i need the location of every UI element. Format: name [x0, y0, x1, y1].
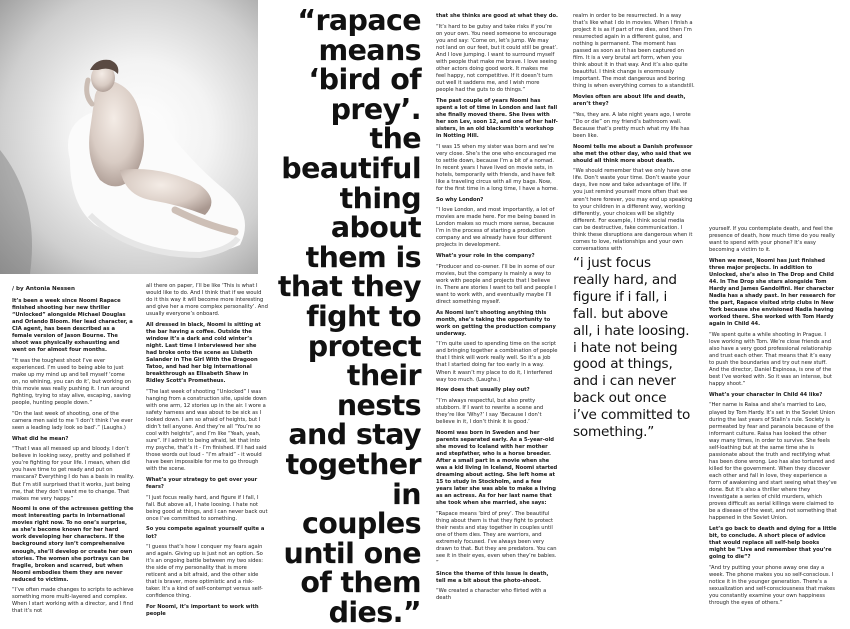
article-question-or-intro: Since the theme of this issue is death, tell me a bit about the photo-shoot.: [436, 570, 549, 584]
byline: / by Antonia Nessen: [12, 286, 75, 292]
article-question-or-intro: For Noomi, it’s important to work with people: [146, 604, 259, 618]
article-paragraph: “Yes, they are. A late night years ago, I wrote “Do or die” on my friend’s bathroom wall. Because that’s pretty much what my life has been like.: [573, 111, 691, 139]
article-paragraph: “I’m always respectful, but also pretty stubborn. If I want to rewrite a scene and they’re like ‘Why?’ I say ‘Because I don’t believe in it, I don’t think it is good.’: [436, 397, 544, 425]
article-paragraph: yourself. If you contemplate death, and feel the presence of death, how much time do you really want to spend with your phone? It’s easy becoming a victim to it.: [709, 226, 835, 254]
article-question-or-intro: What’s your character in Child 44 like?: [709, 391, 823, 398]
article-question-or-intro: So you compete against yourself quite a lot?: [146, 526, 265, 540]
article-question-or-intro: What did he mean?: [12, 435, 69, 442]
article-paragraph: “It’s hard to be gutsy and take risks if you’re on your own. You need someone to encourage you and say: ‘Come on, let’s jump. We may not land on our feet, but it could still be great’. And I love jumping. I want to surround myself with people that make me brave. I love seeing other actors doing good work. It makes me feel happy, not competitive. If it doesn’t turn out well it saddens me, and I wish more people had the guts to do things.”: [436, 23, 558, 94]
article-question-or-intro: Let’s go back to death and dying for a little bit, to conclude. A short piece of advice that would replace all self-help books might be “Live and remember that you’re going to die”?: [709, 525, 837, 561]
article-paragraph: “Her name is Raisa and she’s married to Leo, played by Tom Hardy. It’s set in the Soviet Union during the last years of Stalin’s rule. Society is permeated by fear and paranoia because of the informant culture. Raisa has looked the other way many times, in order to survive. She feels self-loathing but at the same time she is passionate about the truth and rectifying what has been done wrong. Leo has also tortured and killed for the government. When they discover each other and fall in love, they experience a form of awakening and start seeing what they’ve done. But it’s also a thriller where they investigate a series of child murders, which proves difficult as serial killings were claimed to be a disease of the west, and not something that happened in the Soviet Union.: [709, 402, 837, 522]
article-column-4: [573, 13, 695, 252]
article-paragraph: all there on paper, I’ll be like ‘This is what I would like to do. And I think that if we would do it this way it will become more interesting and give her a more complex personality’. And usually everyone’s onboard.: [146, 283, 268, 318]
article-paragraph: “I’ve often made changes to scripts to achieve something more multi-layered and complex. When I start working with a director, and I find that it’s not: [12, 587, 134, 615]
article-paragraph: “I love London, and most importantly, a lot of movies are made here. For me being based in London makes so much more sense, because I’m in the process of starting a production company and we already have four different projects in development.: [436, 207, 556, 249]
article-question-or-intro: As Noomi isn’t shooting anything this month, she’s taking the opportunity to work on getting the production company underway.: [436, 309, 556, 337]
article-paragraph: “Producer and co-owner. I’ll be in some of our movies, but the company is mainly a way to work with people and projects that I believe in. There are stories I want to tell and people I want to work with, and eventually maybe I’ll direct something myself.: [436, 263, 556, 305]
article-paragraph: “We spent quite a while shooting in Prague. I love working with Tom. We’re close friends and also have a very good professional relationship and trust each other. That means that it’s easy to push the boundaries and try out new stuff. And the director, Daniel Espinosa, is one of the best I’ve worked with. So it was an intense, but happy shoot.”: [709, 331, 832, 388]
article-question-or-intro: that she thinks are good at what they do.: [436, 13, 558, 19]
article-paragraph: “I was 15 when my sister was born and we’re very close. She’s the one who encouraged me to settle down, because I’m a bit of a nomad. In recent years I have lived on movie sets, in hotels, temporarily with friends, and have felt like a traveling circus with all my bags. Now, for the first time in a long time, I have a home.: [436, 143, 558, 192]
article-question-or-intro: How does that usually play out?: [436, 387, 530, 394]
portrait-photo: [0, 0, 258, 274]
article-paragraph: “I just focus really hard, and figure if I fall, I fall. But above all, I hate loosing. I hate not being good at things, and I can never back out once I’ve committed to something.: [146, 494, 268, 522]
article-paragraph: “It was the toughest shoot I’ve ever experienced. I’m used to being able to just make up my mind up and tell myself ‘come on, no whining, you can do it’, but working on this movie was really pushing it. I run around fighting, trying to stay alive, escaping, saving people, hunting people down.”: [12, 357, 132, 407]
article-question-or-intro: All dressed in black, Noomi is sitting at the bar having a coffee. Outside the window it’s a dark and cold winter’s night. Last time I interviewed her she had broke onto the scene as Lisbeth Salander in The Girl With the Dragoon Tatoo, and had her big international breakthrough as Elisabeth Shaw in Ridley Scott’s Prometheus.: [146, 321, 261, 385]
article-paragraph: “The last week of shooting “Unlocked” I was hanging from a construction site, upside down with one arm, 12 stories up in the air. I wore a safety harness and was about to be sick as I looked down. I am so afraid of heights, but I didn’t tell anyone. And they’re all “You’re so cool with heights”, and I’m like “Yeah, yeah, sure”. If I admit to being afraid, let that into my psyche, that’s it - I’m finished. If I had said those words out loud - “I’m afraid” - it would have been impossible for me to go through with the scene.: [146, 388, 267, 473]
article-paragraph: “And try putting your phone away one day a week. The phone makes you so self-conscious. I notice it in the younger generation. There’s a sexualization and self-consciousness that makes you constantly examine your own happiness through the eyes of others.”: [709, 564, 836, 606]
article-paragraph: “We created a character who flirted with a death: [436, 588, 547, 602]
article-paragraph: “We should remember that we only have one life. Don’t waste your time. Don’t waste your days, live now and take advantage of life. If you just remind yourself more often that we aren’t here forever, you may end up speaking to your children in a different way, working differently, your choices will be slightly different. For example, I think social media can be destructive, fake communication. I think these disruptions are dangerous when it comes to love, relationships and your own conversations with: [573, 168, 693, 252]
article-question-or-intro: Noomi tells me about a Danish professor she met the other day, who said that we should all think more about death.: [573, 143, 693, 164]
article-paragraph: realm in order to be resurrected. In a way that’s like what I do in movies. When I finish a project it is as if part of me dies, and then I’m resurrected again in a different guise, and nothing is permanent. The moment has passed as soon as it has been captured on film. It is a very brutal art form, when you think about it in that way. And it’s also quite beautiful. I think change is enormously important. The most dangerous and boring thing is when everything comes to a standstill.: [573, 13, 695, 90]
article-column-2: [146, 283, 268, 624]
article-column-3: [436, 13, 558, 624]
article-question-or-intro: When we meet, Noomi has just finished three major projects. In addition to Unlocked, she’s also in The Drop and Child 44. In The Drop she stars alongside Tom Hardy and James Gandolfini. Her character Nadia has a shady past. In her research for the part, Rapace visited strip clubs in New York because she envisioned Nadia having worked there. She worked with Tom Hardy again in Child 44.: [709, 257, 836, 328]
article-question-or-intro: The past couple of years Noomi has spent a lot of time in London and last fall she finally moved there. She lives with her son Lev, soon 12, and one of her half-sisters, in an old blacksmith’s workshop in Notting Hill.: [436, 97, 558, 139]
article-question-or-intro: What’s your role in the company?: [436, 253, 535, 260]
article-paragraph: “That I was all messed up and bloody. I don’t believe in looking sexy, pretty and polished if you’re fighting for your life. I mean, when did you have time to get ready and put on mascara? Everything I do has a basis in reality. But I’m still surprised that it works, just being me, that they don’t want me to change. That makes me very happy.”: [12, 446, 134, 502]
article-question-or-intro: So why London?: [436, 196, 484, 203]
article-column-5: [709, 226, 837, 624]
article-paragraph: “On the last week of shooting, one of the camera men said to me ‘I don’t think I’ve ever seen a leading lady look so bad’.” (Laughs.): [12, 410, 133, 431]
article-paragraph: “I guess that’s how I conquer my fears again and again. Giving up is just not an option. So it’s an ongoing battle between my two sides: the side of my personality that is more reticent and a bit afraid, and the other side that is braver, more optimistic and a risk-taker. It’s a kind of self-contempt versus self-confidence thing.: [146, 544, 264, 600]
article-paragraph: “Rapace means ‘bird of prey’. The beautiful thing about them is that they fight to protect their nests and stay together in couples until one of them dies. They are warriors, and extremely focused. I’ve always been very drawn to that. But they are predators. You can see it in their eyes, even when they’re babies. ”: [436, 510, 557, 567]
article-paragraph: “I’m quite used to spending time on the script and bringing together a combination of people that I think will work really well. So it’s a job that I started doing far too early in a way. When it wasn’t my place to do it, I interfered way too much. (Laughs.): [436, 341, 558, 383]
big-pull-quote: “rapace means ‘bird of prey’. the beautiful thing about them is that they fight to protect their nests and stay together in couples until one of them dies.”: [277, 4, 421, 629]
pull-quote: “i just focus really hard, and figure if i fall, i fall. but above all, i hate loosing. i hate not being good at things, and i can never back out once i’ve committed to something.”: [573, 255, 691, 441]
article-question-or-intro: What’s your strategy to get over your fears?: [146, 477, 258, 491]
article-question-or-intro: It’s been a week since Noomi Rapace finished shooting her new thriller “Unlocked” alongside Michael Douglas and Orlando Bloom. Her lead character, a CIA agent, has been described as a female version of Jason Bourne. The shoot was physically exhausting and went on for almost four months.: [12, 298, 133, 354]
article-question-or-intro: Noomi was born in Sweden and her parents separated early. As a 5-year-old she moved to Iceland with her mother and stepfather, who is a horse breeder. After a small part in a movie when she was a kid living in Iceland, Noomi started dreaming about acting. She left home at 15 to study in Stockholm, and a few years later she was able to make a living as an actress. As for her last name that she took when she married, she says:: [436, 429, 558, 507]
portrait-figure-illustration: [0, 0, 258, 274]
article-column-1: [12, 298, 134, 624]
article-question-or-intro: Movies often are about life and death, aren’t they?: [573, 94, 686, 108]
article-question-or-intro: Noomi is one of the actresses getting the most interesting parts in international movies right now. To no one’s surprise, as she’s become known for her hard work developing her characters. If the background story isn’t comprehensive enough, she’ll develop or create her own stories. The women she portrays can be fragile, broken and scarred, but when Noomi embodies them they are never reduced to victims.: [12, 506, 134, 583]
